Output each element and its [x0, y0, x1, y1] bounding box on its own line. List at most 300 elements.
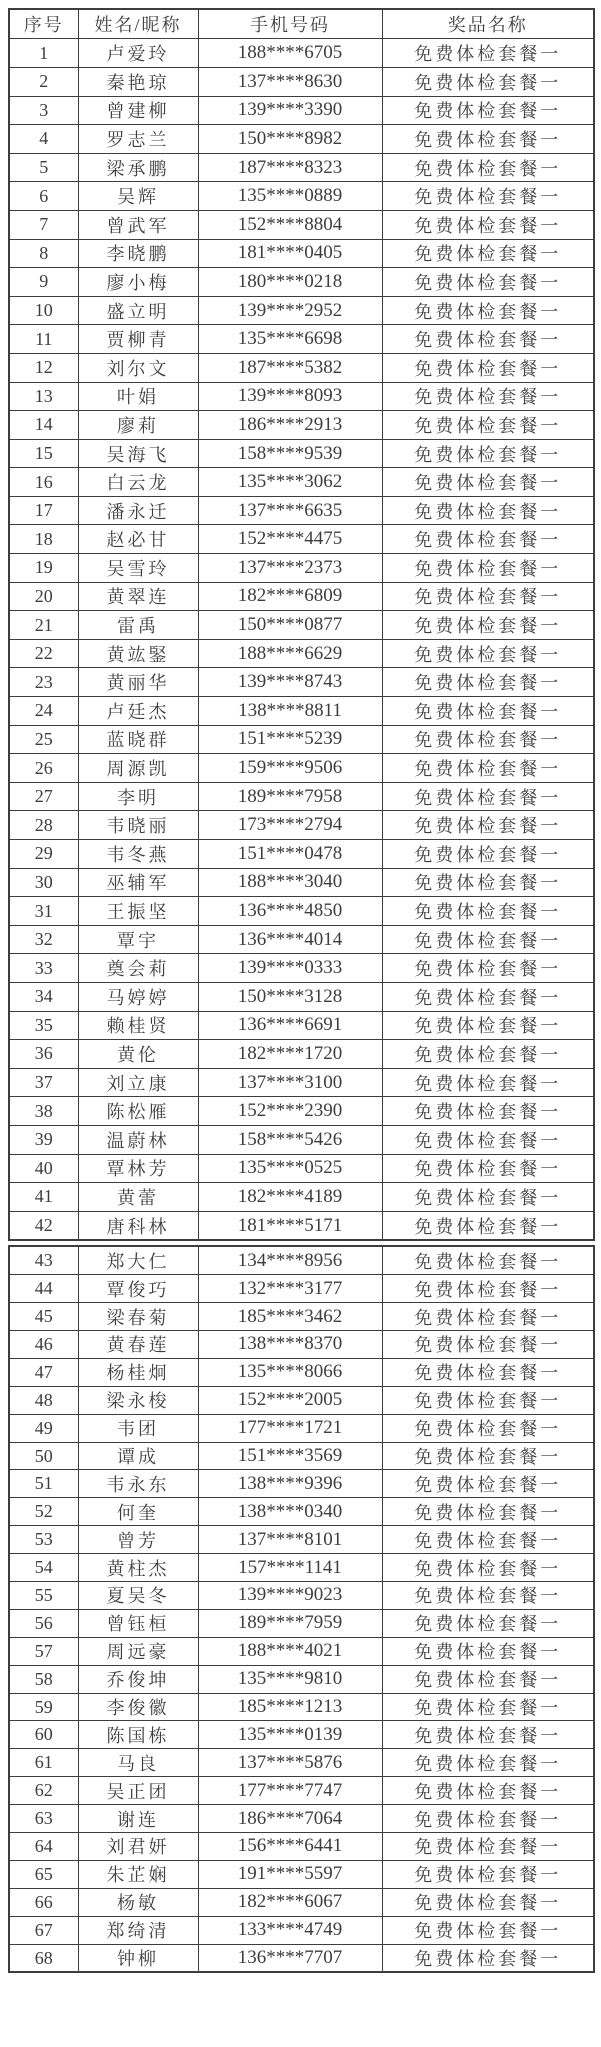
cell-serial: 22 [9, 639, 78, 668]
table-row [9, 411, 594, 440]
table-row [9, 496, 594, 525]
table-row [9, 1358, 594, 1386]
cell-prize: 免费体检套餐一 [382, 1526, 594, 1554]
cell-prize: 免费体检套餐一 [382, 353, 594, 382]
cell-prize: 免费体检套餐一 [382, 982, 594, 1011]
table-row [9, 868, 594, 897]
table-row [9, 811, 594, 840]
table-row [9, 1154, 594, 1183]
cell-phone: 135****3062 [198, 468, 382, 497]
cell-prize: 免费体检套餐一 [382, 725, 594, 754]
table-row [9, 153, 594, 182]
cell-name: 吴海飞 [78, 439, 198, 468]
cell-name: 韦团 [78, 1414, 198, 1442]
cell-prize: 免费体检套餐一 [382, 582, 594, 611]
cell-phone: 132****3177 [198, 1275, 382, 1303]
cell-name: 黄竑鋻 [78, 639, 198, 668]
cell-name: 廖小梅 [78, 268, 198, 297]
cell-phone: 139****2952 [198, 296, 382, 325]
cell-prize: 免费体检套餐一 [382, 1860, 594, 1888]
table-row [9, 1944, 594, 1972]
cell-phone: 136****4014 [198, 925, 382, 954]
cell-phone: 187****5382 [198, 353, 382, 382]
cell-name: 罗志兰 [78, 125, 198, 154]
cell-name: 廖莉 [78, 411, 198, 440]
header-name: 姓名/昵称 [78, 9, 198, 39]
cell-name: 盛立明 [78, 296, 198, 325]
table-row [9, 1183, 594, 1212]
cell-serial: 45 [9, 1303, 78, 1331]
cell-prize: 免费体检套餐一 [382, 611, 594, 640]
table-row [9, 1331, 594, 1359]
cell-name: 黄柱杰 [78, 1554, 198, 1582]
cell-prize: 免费体检套餐一 [382, 153, 594, 182]
cell-phone: 186****2913 [198, 411, 382, 440]
table-row [9, 611, 594, 640]
cell-name: 郑绮清 [78, 1916, 198, 1944]
table-row [9, 239, 594, 268]
cell-phone: 152****2390 [198, 1097, 382, 1126]
cell-name: 朱芷娴 [78, 1860, 198, 1888]
cell-prize: 免费体检套餐一 [382, 1833, 594, 1861]
cell-phone: 136****4850 [198, 897, 382, 926]
table-row [9, 1721, 594, 1749]
table-row [9, 1068, 594, 1097]
cell-serial: 37 [9, 1068, 78, 1097]
cell-phone: 185****3462 [198, 1303, 382, 1331]
cell-serial: 16 [9, 468, 78, 497]
cell-phone: 150****3128 [198, 982, 382, 1011]
cell-phone: 191****5597 [198, 1860, 382, 1888]
cell-prize: 免费体检套餐一 [382, 840, 594, 869]
cell-prize: 免费体检套餐一 [382, 1470, 594, 1498]
cell-serial: 38 [9, 1097, 78, 1126]
table-row [9, 439, 594, 468]
cell-serial: 13 [9, 382, 78, 411]
cell-serial: 4 [9, 125, 78, 154]
cell-serial: 57 [9, 1637, 78, 1665]
cell-serial: 32 [9, 925, 78, 954]
table-row [9, 1888, 594, 1916]
cell-phone: 135****6698 [198, 325, 382, 354]
cell-name: 乔俊坤 [78, 1665, 198, 1693]
table-row [9, 1805, 594, 1833]
cell-name: 韦晓丽 [78, 811, 198, 840]
cell-prize: 免费体检套餐一 [382, 182, 594, 211]
table-row [9, 668, 594, 697]
cell-name: 周源凯 [78, 754, 198, 783]
table-row [9, 1554, 594, 1582]
cell-name: 谭成 [78, 1442, 198, 1470]
cell-name: 吴正团 [78, 1777, 198, 1805]
cell-prize: 免费体检套餐一 [382, 1498, 594, 1526]
table-row [9, 1582, 594, 1610]
table-row [9, 1916, 594, 1944]
cell-phone: 135****8066 [198, 1358, 382, 1386]
cell-phone: 156****6441 [198, 1833, 382, 1861]
cell-name: 梁承鹏 [78, 153, 198, 182]
cell-serial: 8 [9, 239, 78, 268]
cell-name: 潘永迁 [78, 496, 198, 525]
table-row [9, 1693, 594, 1721]
cell-prize: 免费体检套餐一 [382, 1805, 594, 1833]
cell-prize: 免费体检套餐一 [382, 1944, 594, 1972]
cell-serial: 2 [9, 67, 78, 96]
cell-phone: 189****7959 [198, 1609, 382, 1637]
cell-prize: 免费体检套餐一 [382, 67, 594, 96]
cell-prize: 免费体检套餐一 [382, 96, 594, 125]
cell-name: 李明 [78, 782, 198, 811]
cell-serial: 58 [9, 1665, 78, 1693]
cell-serial: 68 [9, 1944, 78, 1972]
cell-prize: 免费体检套餐一 [382, 1554, 594, 1582]
cell-name: 白云龙 [78, 468, 198, 497]
cell-phone: 152****2005 [198, 1386, 382, 1414]
table-row [9, 1498, 594, 1526]
cell-phone: 135****0139 [198, 1721, 382, 1749]
cell-name: 覃俊巧 [78, 1275, 198, 1303]
header-serial: 序号 [9, 9, 78, 39]
cell-name: 夏吴冬 [78, 1582, 198, 1610]
cell-serial: 63 [9, 1805, 78, 1833]
cell-prize: 免费体检套餐一 [382, 1582, 594, 1610]
cell-name: 叶娟 [78, 382, 198, 411]
cell-serial: 21 [9, 611, 78, 640]
cell-phone: 133****4749 [198, 1916, 382, 1944]
cell-phone: 181****5171 [198, 1211, 382, 1240]
cell-prize: 免费体检套餐一 [382, 1665, 594, 1693]
cell-prize: 免费体检套餐一 [382, 954, 594, 983]
cell-serial: 25 [9, 725, 78, 754]
cell-phone: 150****0877 [198, 611, 382, 640]
cell-name: 覃宇 [78, 925, 198, 954]
cell-prize: 免费体检套餐一 [382, 439, 594, 468]
cell-name: 郑大仁 [78, 1246, 198, 1274]
cell-prize: 免费体检套餐一 [382, 897, 594, 926]
cell-serial: 17 [9, 496, 78, 525]
cell-phone: 173****2794 [198, 811, 382, 840]
cell-serial: 11 [9, 325, 78, 354]
cell-serial: 19 [9, 554, 78, 583]
cell-prize: 免费体检套餐一 [382, 39, 594, 68]
table-row [9, 67, 594, 96]
cell-name: 刘君妍 [78, 1833, 198, 1861]
cell-prize: 免费体检套餐一 [382, 1693, 594, 1721]
cell-phone: 177****7747 [198, 1777, 382, 1805]
cell-name: 刘立康 [78, 1068, 198, 1097]
table-row [9, 1470, 594, 1498]
cell-serial: 47 [9, 1358, 78, 1386]
cell-serial: 29 [9, 840, 78, 869]
table-row [9, 1442, 594, 1470]
cell-phone: 185****1213 [198, 1693, 382, 1721]
cell-serial: 40 [9, 1154, 78, 1183]
cell-prize: 免费体检套餐一 [382, 868, 594, 897]
cell-serial: 43 [9, 1246, 78, 1274]
cell-prize: 免费体检套餐一 [382, 1749, 594, 1777]
cell-name: 刘尔文 [78, 353, 198, 382]
cell-phone: 139****9023 [198, 1582, 382, 1610]
cell-serial: 42 [9, 1211, 78, 1240]
cell-prize: 免费体检套餐一 [382, 1386, 594, 1414]
cell-prize: 免费体检套餐一 [382, 697, 594, 726]
cell-phone: 139****0333 [198, 954, 382, 983]
cell-phone: 138****0340 [198, 1498, 382, 1526]
table-row [9, 1275, 594, 1303]
cell-phone: 135****0525 [198, 1154, 382, 1183]
table-row [9, 1414, 594, 1442]
table-row [9, 382, 594, 411]
cell-phone: 188****6705 [198, 39, 382, 68]
cell-name: 杨桂炯 [78, 1358, 198, 1386]
cell-phone: 188****3040 [198, 868, 382, 897]
header-row [9, 9, 594, 39]
cell-serial: 7 [9, 210, 78, 239]
cell-serial: 26 [9, 754, 78, 783]
cell-prize: 免费体检套餐一 [382, 125, 594, 154]
table-row [9, 982, 594, 1011]
cell-prize: 免费体检套餐一 [382, 1331, 594, 1359]
table-row [9, 39, 594, 68]
cell-serial: 55 [9, 1582, 78, 1610]
cell-serial: 62 [9, 1777, 78, 1805]
cell-phone: 182****6809 [198, 582, 382, 611]
cell-prize: 免费体检套餐一 [382, 1068, 594, 1097]
cell-name: 何奎 [78, 1498, 198, 1526]
cell-serial: 34 [9, 982, 78, 1011]
cell-prize: 免费体检套餐一 [382, 1275, 594, 1303]
cell-serial: 66 [9, 1888, 78, 1916]
cell-serial: 15 [9, 439, 78, 468]
cell-name: 卢爱玲 [78, 39, 198, 68]
cell-serial: 27 [9, 782, 78, 811]
cell-name: 贾柳青 [78, 325, 198, 354]
cell-phone: 139****8093 [198, 382, 382, 411]
table-row [9, 325, 594, 354]
cell-serial: 59 [9, 1693, 78, 1721]
cell-serial: 20 [9, 582, 78, 611]
header-prize: 奖品名称 [382, 9, 594, 39]
cell-phone: 186****7064 [198, 1805, 382, 1833]
table-row [9, 1040, 594, 1069]
cell-phone: 152****4475 [198, 525, 382, 554]
cell-phone: 136****6691 [198, 1011, 382, 1040]
cell-name: 巫辅军 [78, 868, 198, 897]
cell-phone: 134****8956 [198, 1246, 382, 1274]
cell-prize: 免费体检套餐一 [382, 1097, 594, 1126]
cell-prize: 免费体检套餐一 [382, 296, 594, 325]
cell-phone: 137****5876 [198, 1749, 382, 1777]
cell-name: 曾芳 [78, 1526, 198, 1554]
table-row [9, 840, 594, 869]
cell-prize: 免费体检套餐一 [382, 411, 594, 440]
table-row [9, 1246, 594, 1274]
winners-table-page-1 [8, 8, 595, 1241]
cell-prize: 免费体检套餐一 [382, 639, 594, 668]
cell-serial: 49 [9, 1414, 78, 1442]
table-row [9, 296, 594, 325]
cell-prize: 免费体检套餐一 [382, 1442, 594, 1470]
cell-name: 卢廷杰 [78, 697, 198, 726]
cell-name: 黄丽华 [78, 668, 198, 697]
cell-serial: 12 [9, 353, 78, 382]
cell-name: 唐科林 [78, 1211, 198, 1240]
cell-serial: 46 [9, 1331, 78, 1359]
cell-name: 黄翠连 [78, 582, 198, 611]
cell-serial: 56 [9, 1609, 78, 1637]
cell-name: 蓝晓群 [78, 725, 198, 754]
cell-phone: 177****1721 [198, 1414, 382, 1442]
cell-name: 黄春莲 [78, 1331, 198, 1359]
cell-serial: 24 [9, 697, 78, 726]
table-row [9, 1777, 594, 1805]
cell-phone: 188****6629 [198, 639, 382, 668]
cell-name: 赖桂贤 [78, 1011, 198, 1040]
cell-name: 陈松雁 [78, 1097, 198, 1126]
cell-prize: 免费体检套餐一 [382, 1414, 594, 1442]
cell-serial: 14 [9, 411, 78, 440]
cell-name: 谢连 [78, 1805, 198, 1833]
cell-name: 周远豪 [78, 1637, 198, 1665]
winners-table-page-2 [8, 1245, 595, 1973]
table-row [9, 468, 594, 497]
table-row [9, 582, 594, 611]
cell-name: 王振坚 [78, 897, 198, 926]
cell-serial: 50 [9, 1442, 78, 1470]
header-phone: 手机号码 [198, 9, 382, 39]
cell-name: 李晓鹏 [78, 239, 198, 268]
cell-prize: 免费体检套餐一 [382, 1637, 594, 1665]
cell-serial: 3 [9, 96, 78, 125]
table-row [9, 525, 594, 554]
cell-name: 黄蕾 [78, 1183, 198, 1212]
cell-serial: 67 [9, 1916, 78, 1944]
cell-name: 吴雪玲 [78, 554, 198, 583]
table-header [9, 9, 594, 39]
cell-phone: 159****9506 [198, 754, 382, 783]
cell-name: 陈国栋 [78, 1721, 198, 1749]
table-row [9, 725, 594, 754]
cell-phone: 182****4189 [198, 1183, 382, 1212]
cell-prize: 免费体检套餐一 [382, 1609, 594, 1637]
cell-name: 雷禹 [78, 611, 198, 640]
cell-serial: 28 [9, 811, 78, 840]
cell-prize: 免费体检套餐一 [382, 1777, 594, 1805]
cell-serial: 6 [9, 182, 78, 211]
cell-name: 马良 [78, 1749, 198, 1777]
cell-prize: 免费体检套餐一 [382, 1154, 594, 1183]
cell-serial: 18 [9, 525, 78, 554]
table-row [9, 268, 594, 297]
table-row [9, 353, 594, 382]
cell-prize: 免费体检套餐一 [382, 1916, 594, 1944]
cell-prize: 免费体检套餐一 [382, 1358, 594, 1386]
cell-phone: 137****3100 [198, 1068, 382, 1097]
cell-phone: 187****8323 [198, 153, 382, 182]
cell-name: 奠会莉 [78, 954, 198, 983]
cell-serial: 30 [9, 868, 78, 897]
cell-prize: 免费体检套餐一 [382, 325, 594, 354]
cell-phone: 137****2373 [198, 554, 382, 583]
table-row [9, 1637, 594, 1665]
cell-phone: 158****5426 [198, 1125, 382, 1154]
cell-name: 李俊徽 [78, 1693, 198, 1721]
table-row [9, 125, 594, 154]
cell-prize: 免费体检套餐一 [382, 1888, 594, 1916]
table-row [9, 1211, 594, 1240]
table-row [9, 897, 594, 926]
cell-name: 温蔚林 [78, 1125, 198, 1154]
cell-phone: 182****6067 [198, 1888, 382, 1916]
table-row [9, 697, 594, 726]
cell-serial: 36 [9, 1040, 78, 1069]
cell-prize: 免费体检套餐一 [382, 925, 594, 954]
cell-serial: 65 [9, 1860, 78, 1888]
cell-name: 杨敏 [78, 1888, 198, 1916]
cell-name: 梁永梭 [78, 1386, 198, 1414]
cell-serial: 10 [9, 296, 78, 325]
table-row [9, 925, 594, 954]
table-row [9, 210, 594, 239]
cell-phone: 189****7958 [198, 782, 382, 811]
cell-name: 黄伦 [78, 1040, 198, 1069]
cell-serial: 51 [9, 1470, 78, 1498]
table-row [9, 1609, 594, 1637]
cell-phone: 137****8101 [198, 1526, 382, 1554]
table-row [9, 1386, 594, 1414]
cell-name: 曾武军 [78, 210, 198, 239]
cell-serial: 31 [9, 897, 78, 926]
cell-prize: 免费体检套餐一 [382, 525, 594, 554]
cell-prize: 免费体检套餐一 [382, 468, 594, 497]
table-row [9, 1097, 594, 1126]
cell-serial: 52 [9, 1498, 78, 1526]
cell-phone: 180****0218 [198, 268, 382, 297]
cell-prize: 免费体检套餐一 [382, 1303, 594, 1331]
cell-prize: 免费体检套餐一 [382, 268, 594, 297]
table-row [9, 1526, 594, 1554]
cell-prize: 免费体检套餐一 [382, 210, 594, 239]
cell-phone: 188****4021 [198, 1637, 382, 1665]
cell-prize: 免费体检套餐一 [382, 1040, 594, 1069]
cell-serial: 5 [9, 153, 78, 182]
cell-prize: 免费体检套餐一 [382, 1211, 594, 1240]
cell-prize: 免费体检套餐一 [382, 1125, 594, 1154]
table-row [9, 782, 594, 811]
table-row [9, 1011, 594, 1040]
cell-name: 梁春菊 [78, 1303, 198, 1331]
cell-phone: 151****5239 [198, 725, 382, 754]
cell-phone: 151****0478 [198, 840, 382, 869]
cell-prize: 免费体检套餐一 [382, 554, 594, 583]
cell-phone: 136****7707 [198, 1944, 382, 1972]
table-row [9, 1749, 594, 1777]
table-row [9, 639, 594, 668]
cell-prize: 免费体检套餐一 [382, 382, 594, 411]
cell-serial: 54 [9, 1554, 78, 1582]
cell-prize: 免费体检套餐一 [382, 496, 594, 525]
cell-phone: 158****9539 [198, 439, 382, 468]
cell-prize: 免费体检套餐一 [382, 668, 594, 697]
table-row [9, 1860, 594, 1888]
cell-phone: 182****1720 [198, 1040, 382, 1069]
cell-phone: 157****1141 [198, 1554, 382, 1582]
cell-prize: 免费体检套餐一 [382, 1721, 594, 1749]
cell-phone: 138****8370 [198, 1331, 382, 1359]
table-row [9, 954, 594, 983]
cell-name: 曾钰桓 [78, 1609, 198, 1637]
cell-serial: 60 [9, 1721, 78, 1749]
